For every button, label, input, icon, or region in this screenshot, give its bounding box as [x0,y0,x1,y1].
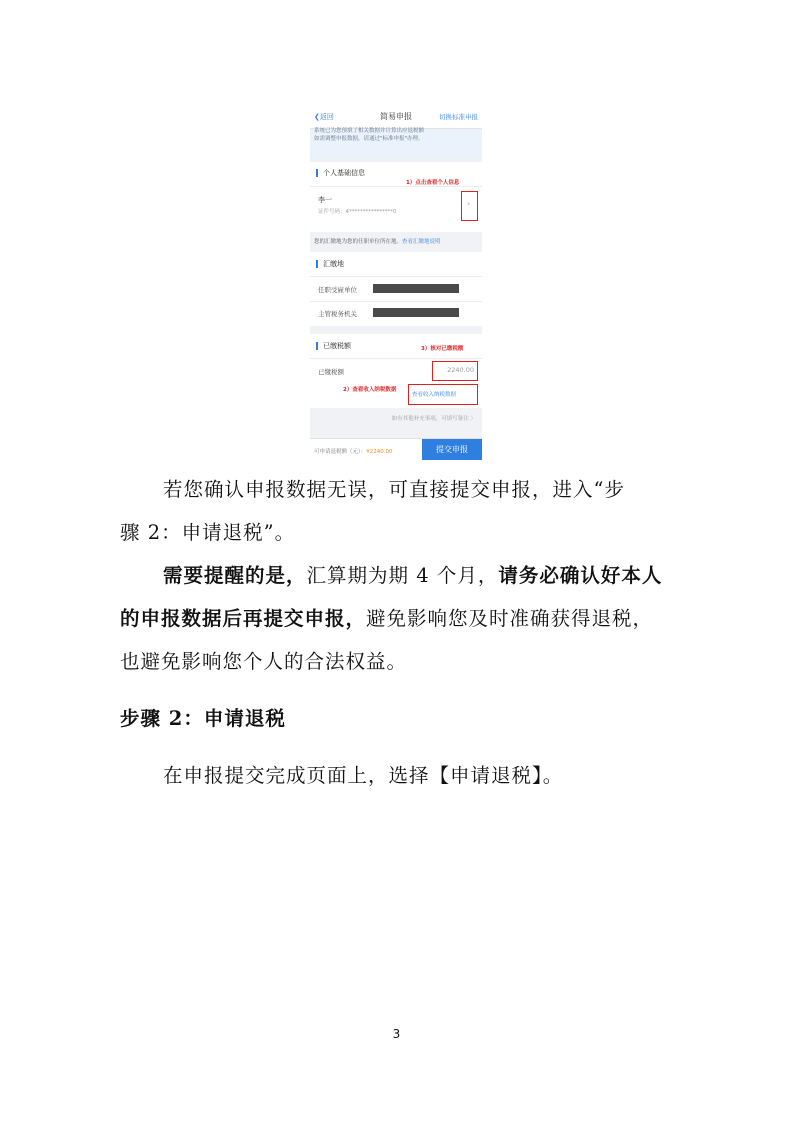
app-screenshot [310,106,482,460]
annotation-verify-paid: 3）核对已缴税额 [421,346,464,352]
switch-standard-button[interactable]: 切换标准申报 [439,113,478,121]
redacted-employer [373,284,459,293]
paragraph-2-line-3: 也避免影响您个人的合法权益。 [120,650,408,673]
redacted-tax-office [373,308,459,317]
paragraph-2-line-2 [120,597,680,640]
tax-office-label: 主管税务机关 [318,310,357,318]
paragraph-1-line-1: 若您确认申报数据无误，可直接提交申报，进入“步 [163,478,625,501]
app-nav-bar [310,106,482,129]
employer-label: 任职受雇单位 [318,286,357,294]
paragraph-1 [120,468,680,554]
huijiao-card [310,252,482,326]
annotation-view-income: 2）查看收入纳税数据 [343,387,397,393]
notice-line-2: 如需调整申报数据，请通过"标准申报"办理。 [314,136,424,142]
back-button[interactable]: ❮返回 [314,113,334,121]
view-income-link[interactable]: 查看收入纳税数据 [412,392,457,398]
personal-info-title: 个人基础信息 [316,169,365,177]
divider [310,301,482,302]
other-note[interactable]: 如有其他补充事项，可填写备注 〉 [391,416,476,422]
taxpayer-name: 李一 [318,196,332,204]
paragraph-2 [120,554,680,683]
refund-amount: ¥2240.00 [366,449,393,455]
divider [310,358,482,359]
divider [310,276,482,277]
paragraph-2-line-1 [120,554,680,597]
paid-tax-highlight-box [432,361,478,381]
refund-label: 可申请退税额（元）： [314,449,367,455]
bottom-bar [310,438,482,460]
reminder-bold: 需要提醒的是， [163,564,307,587]
personal-info-card [310,162,482,232]
confirm-bold-1: 请务必确认好本人 [498,564,663,587]
refund-summary [314,447,393,455]
paid-tax-title: 已缴税额 [316,342,351,350]
notice-line-1: 系统已为您预填了相关数据并计算出应退税额 [314,128,425,134]
confirm-bold-2: 的申报数据后再提交申报， [120,607,367,630]
personal-info-highlight-box[interactable] [461,191,478,221]
submit-button[interactable]: 提交申报 [422,439,482,460]
id-number: 证件号码：4****************0 [318,209,397,215]
paragraph-1-line-2: 骤 2：申请退税”。 [120,521,296,544]
location-note [314,237,441,245]
paragraph-3 [120,754,680,797]
step-2-heading: 步骤 2：申请退税 [120,707,286,730]
back-label: 返回 [319,113,334,121]
view-income-highlight-box[interactable] [408,384,478,405]
annotation-view-personal: 1）点击查看个人信息 [406,180,460,186]
huijiao-title: 汇缴地 [316,260,344,268]
chevron-right-icon: › [467,199,471,208]
app-title: 简易申报 [380,112,412,121]
notice-banner [310,129,482,159]
other-note-text: 如有其他补充事项，可填写备注 [391,416,469,422]
avoid-text: 避免影响您及时准确获得退税， [366,607,654,630]
paid-tax-value: 2240.00 [447,366,474,374]
location-note-link[interactable]: 查看汇缴地说明 [402,239,441,245]
paragraph-3-line-1: 在申报提交完成页面上，选择【申请退税】。 [163,764,564,787]
location-note-text: 您的汇缴地为您的任职单位所在地。 [314,239,403,245]
page-number: 3 [392,1027,401,1041]
period-text: 汇算期为期 4 个月， [306,564,499,587]
paid-tax-label: 已缴税额 [318,368,344,376]
paid-tax-card [310,334,482,408]
divider [310,186,482,187]
